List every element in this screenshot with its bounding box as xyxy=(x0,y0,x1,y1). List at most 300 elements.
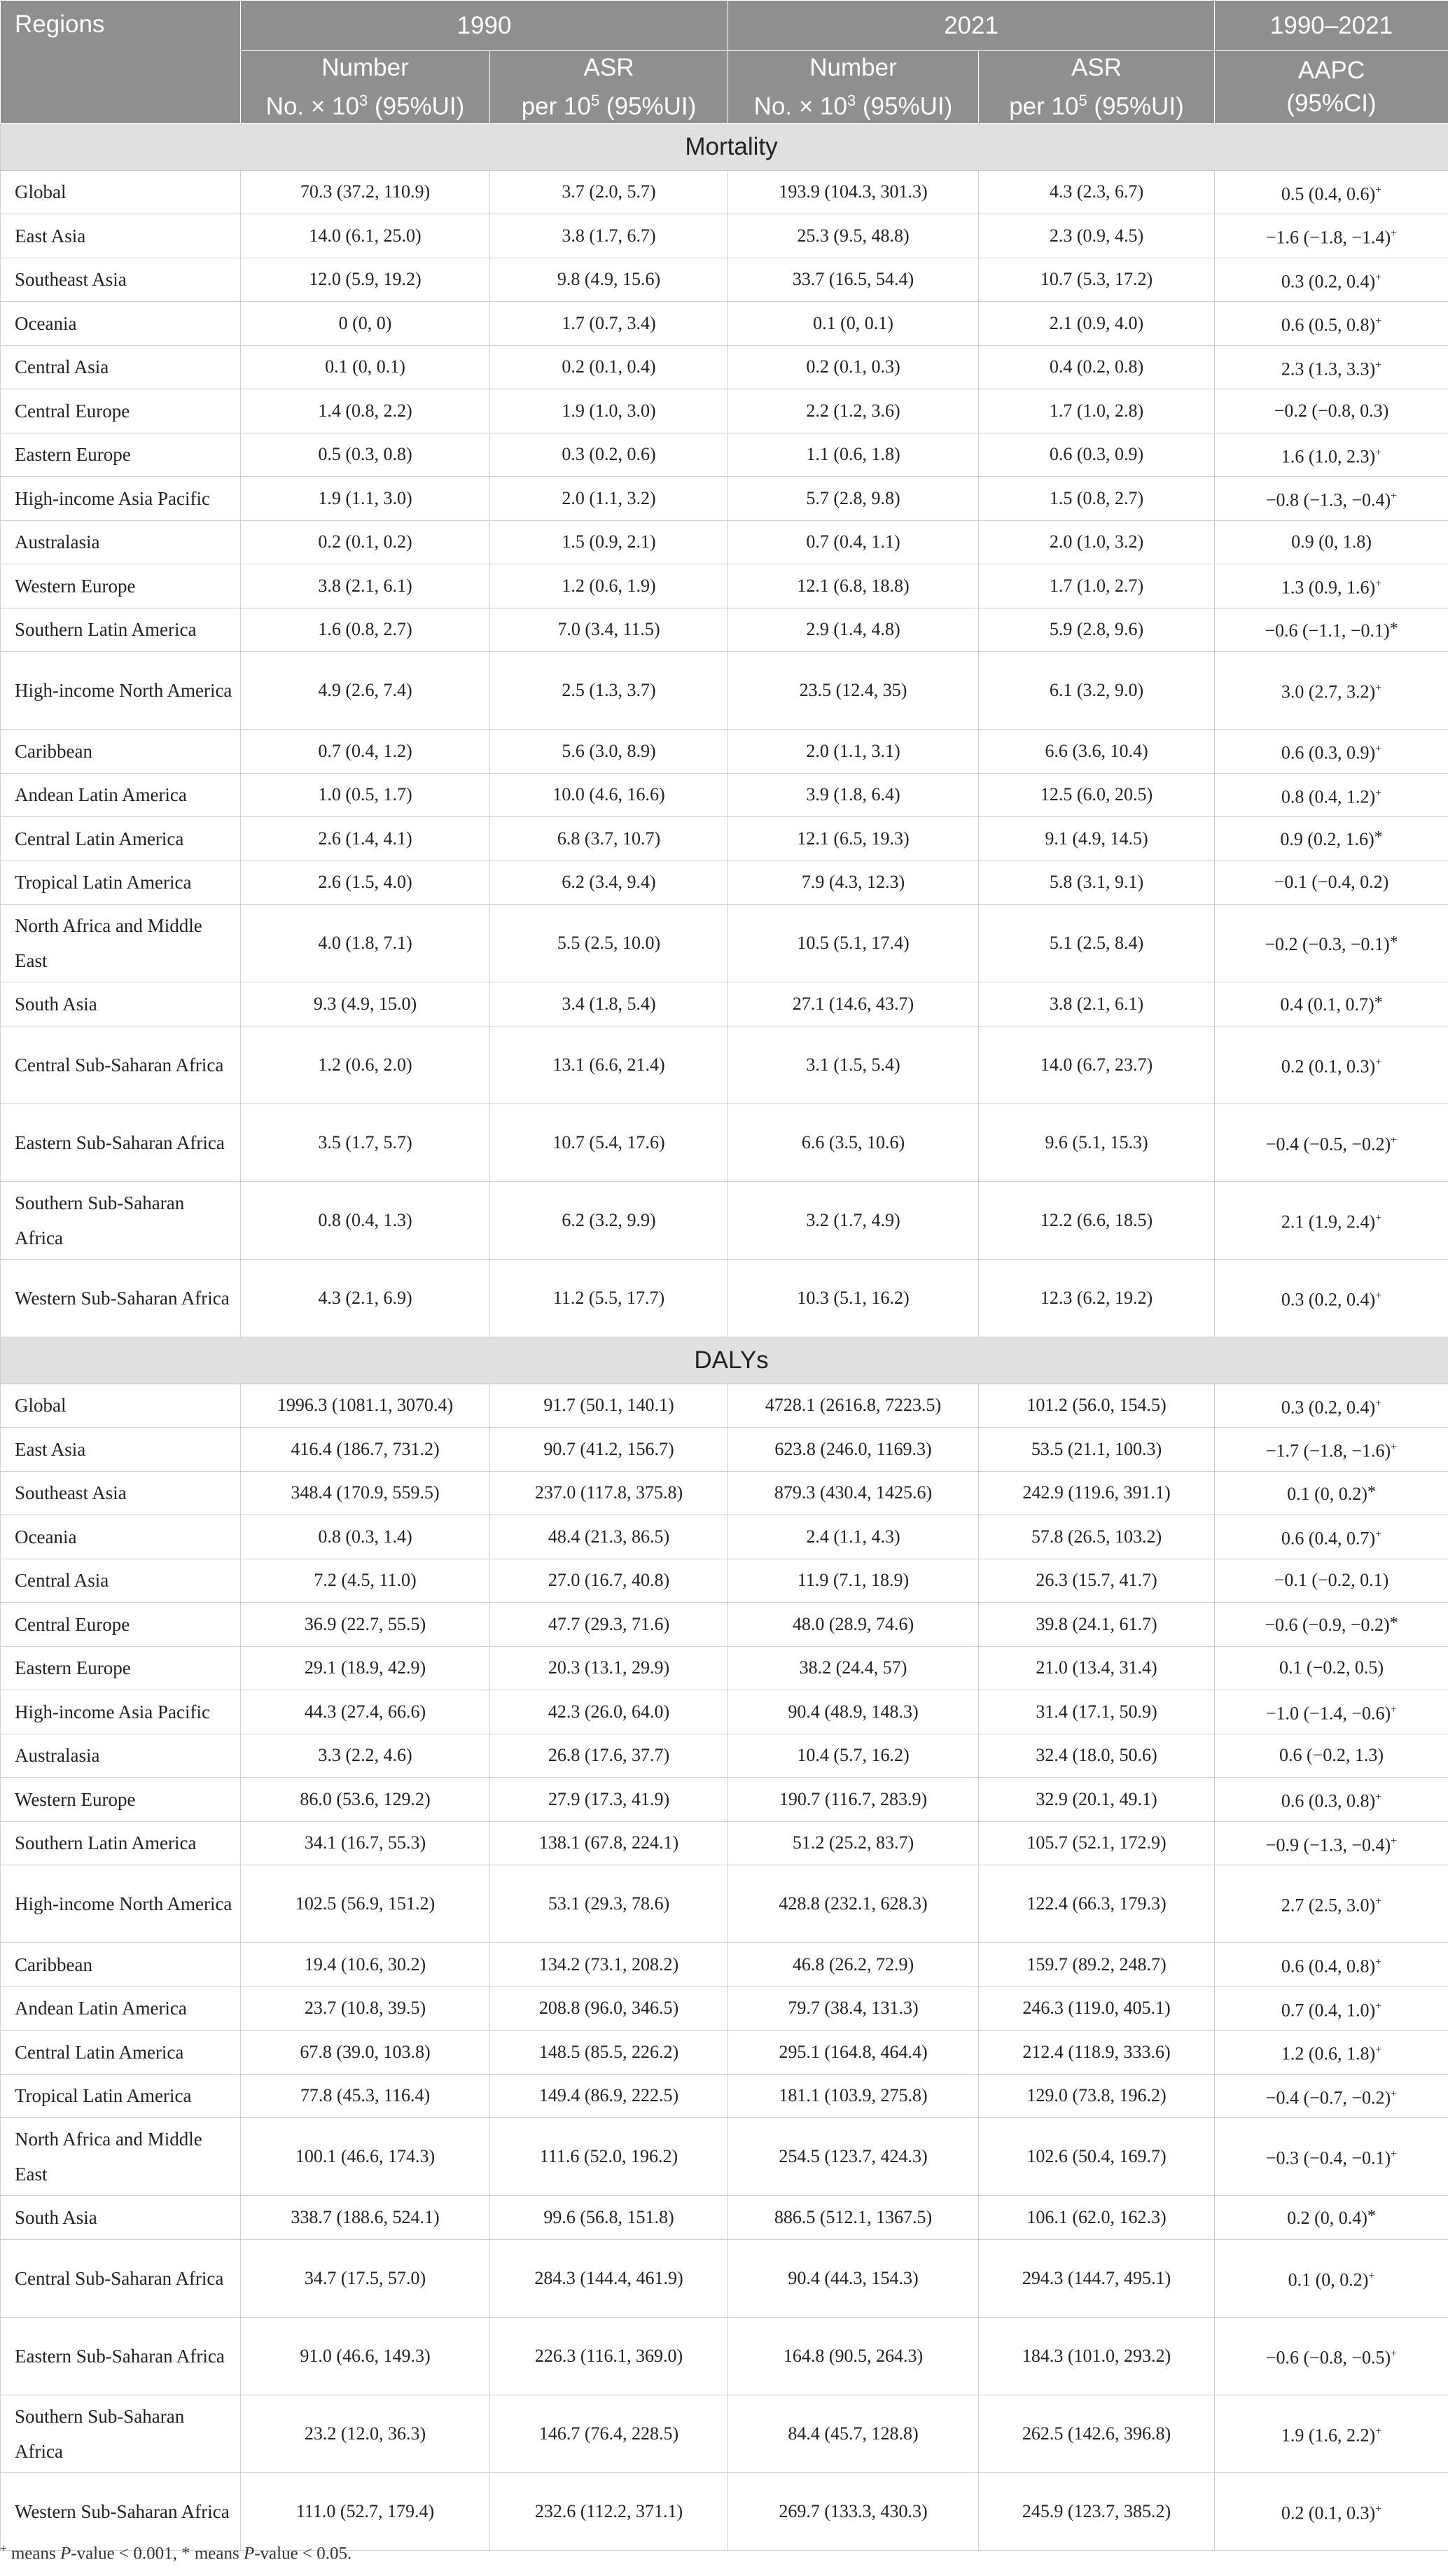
asr-2021-cell: 32.9 (20.1, 49.1) xyxy=(979,1778,1215,1822)
number-2021-cell: 25.3 (9.5, 48.8) xyxy=(728,214,979,258)
section-row-dalys xyxy=(1,1337,1448,1384)
number-2021-cell: 48.0 (28.9, 74.6) xyxy=(728,1603,979,1647)
significance-marker: * xyxy=(1367,2207,1376,2226)
number-1990-cell: 9.3 (4.9, 15.0) xyxy=(241,982,490,1026)
asr-2021-cell: 12.3 (6.2, 19.2) xyxy=(979,1259,1215,1337)
significance-marker: + xyxy=(1391,1134,1398,1146)
aapc-cell xyxy=(1215,1384,1448,1428)
number-1990-cell: 3.5 (1.7, 5.7) xyxy=(241,1103,490,1181)
number-2021-cell: 1.1 (0.6, 1.8) xyxy=(728,433,979,477)
aapc-value: −1.0 (−1.4, −0.6) xyxy=(1265,1703,1391,1724)
number-2021-cell: 3.9 (1.8, 6.4) xyxy=(728,773,979,817)
number-2021-cell: 6.6 (3.5, 10.6) xyxy=(728,1103,979,1181)
region-cell: Southeast Asia xyxy=(1,258,241,302)
region-cell: Tropical Latin America xyxy=(1,2074,241,2118)
asr-2021-cell: 9.6 (5.1, 15.3) xyxy=(979,1103,1215,1181)
region-cell: High-income Asia Pacific xyxy=(1,477,241,521)
region-cell: East Asia xyxy=(1,214,241,258)
asr-1990-cell: 149.4 (86.9, 222.5) xyxy=(490,2074,728,2118)
table-row xyxy=(1,258,1448,302)
region-cell: Central Latin America xyxy=(1,2031,241,2075)
number-1990-cell: 77.8 (45.3, 116.4) xyxy=(241,2074,490,2118)
significance-marker: + xyxy=(1375,578,1382,590)
aapc-value: 2.1 (1.9, 2.4) xyxy=(1281,1211,1376,1232)
region-cell: Southern Latin America xyxy=(1,608,241,652)
number-1990-cell: 23.2 (12.0, 36.3) xyxy=(241,2395,490,2472)
region-cell: High-income Asia Pacific xyxy=(1,1690,241,1734)
number-2021-cell: 2.0 (1.1, 3.1) xyxy=(728,730,979,774)
number-1990-cell: 1.2 (0.6, 2.0) xyxy=(241,1026,490,1103)
region-cell: Southeast Asia xyxy=(1,1471,241,1515)
aapc-value: −0.4 (−0.7, −0.2) xyxy=(1265,2087,1391,2108)
table-row xyxy=(1,1690,1448,1734)
table-row xyxy=(1,1515,1448,1559)
aapc-cell xyxy=(1215,1778,1448,1822)
asr-1990-cell: 6.2 (3.4, 9.4) xyxy=(490,861,728,905)
asr-2021-cell: 53.5 (21.1, 100.3) xyxy=(979,1428,1215,1472)
number-2021-cell: 879.3 (430.4, 1425.6) xyxy=(728,1471,979,1515)
asr-1990-cell: 13.1 (6.6, 21.4) xyxy=(490,1026,728,1103)
aapc-cell xyxy=(1215,2472,1448,2550)
region-cell: Western Europe xyxy=(1,564,241,608)
number-1990-cell: 23.7 (10.8, 39.5) xyxy=(241,1986,490,2031)
aapc-value: −0.6 (−1.1, −0.1) xyxy=(1265,620,1390,641)
number-2021-cell: 2.4 (1.1, 4.3) xyxy=(728,1515,979,1559)
aapc-cell xyxy=(1215,258,1448,302)
number-1990-cell: 338.7 (188.6, 524.1) xyxy=(241,2196,490,2240)
aapc-value: 2.7 (2.5, 3.0) xyxy=(1281,1895,1376,1916)
table-row xyxy=(1,1559,1448,1603)
asr-1990-cell: 3.4 (1.8, 5.4) xyxy=(490,982,728,1026)
asr-2021-cell: 4.3 (2.3, 6.7) xyxy=(979,170,1215,214)
aapc-value: 0.2 (0, 0.4) xyxy=(1287,2208,1367,2229)
aapc-value: 0.6 (0.5, 0.8) xyxy=(1281,314,1376,335)
aapc-cell xyxy=(1215,1690,1448,1734)
aapc-cell xyxy=(1215,433,1448,477)
asr-2021-cell: 1.7 (1.0, 2.8) xyxy=(979,389,1215,433)
aapc-cell xyxy=(1215,652,1448,730)
aapc-value: 0.3 (0.2, 0.4) xyxy=(1281,271,1376,292)
asr-2021-cell: 1.7 (1.0, 2.7) xyxy=(979,564,1215,608)
region-cell: East Asia xyxy=(1,1428,241,1472)
asr-label: ASR xyxy=(583,54,634,81)
asr-2021-cell: 57.8 (26.5, 103.2) xyxy=(979,1515,1215,1559)
table-row xyxy=(1,1821,1448,1865)
asr-1990-cell: 27.0 (16.7, 40.8) xyxy=(490,1559,728,1603)
region-cell: North Africa and Middle East xyxy=(1,2118,241,2196)
number-2021-cell: 886.5 (512.1, 1367.5) xyxy=(728,2196,979,2240)
number-unit: No. × $10^3$ (95%UI) xyxy=(753,92,953,120)
significance-marker: + xyxy=(1375,1791,1382,1804)
number-1990-cell: 29.1 (18.9, 42.9) xyxy=(241,1646,490,1690)
asr-2021-cell: 0.4 (0.2, 0.8) xyxy=(979,345,1215,389)
aapc-value: −0.8 (−1.3, −0.4) xyxy=(1265,489,1391,510)
asr-2021-cell: 0.6 (0.3, 0.9) xyxy=(979,433,1215,477)
aapc-value: −0.1 (−0.4, 0.2) xyxy=(1274,872,1389,893)
asr-1990-cell: 2.5 (1.3, 3.7) xyxy=(490,652,728,730)
significance-marker: + xyxy=(1375,2425,1382,2437)
significance-marker: + xyxy=(1375,1056,1382,1068)
number-1990-cell: 416.4 (186.7, 731.2) xyxy=(241,1428,490,1472)
number-2021-cell: 295.1 (164.8, 464.4) xyxy=(728,2031,979,2075)
region-cell: South Asia xyxy=(1,982,241,1026)
asr-1990-cell: 10.0 (4.6, 16.6) xyxy=(490,773,728,817)
number-1990-cell: 1.6 (0.8, 2.7) xyxy=(241,608,490,652)
table-row xyxy=(1,1428,1448,1472)
aapc-cell xyxy=(1215,1559,1448,1603)
region-cell: Western Sub-Saharan Africa xyxy=(1,2472,241,2550)
asr-unit: per $10^5$ (95%UI) xyxy=(521,92,697,120)
year-1990-header: 1990 xyxy=(241,1,728,51)
asr-2021-cell: 6.1 (3.2, 9.0) xyxy=(979,652,1215,730)
asr-2021-cell: 5.8 (3.1, 9.1) xyxy=(979,861,1215,905)
table-row xyxy=(1,652,1448,730)
region-cell: Central Latin America xyxy=(1,817,241,861)
asr-2021-cell: 9.1 (4.9, 14.5) xyxy=(979,817,1215,861)
number-2021-cell: 428.8 (232.1, 628.3) xyxy=(728,1865,979,1943)
number-1990-cell: 3.3 (2.2, 4.6) xyxy=(241,1734,490,1778)
significance-marker: * xyxy=(1374,994,1383,1012)
number-1990-cell: 102.5 (56.9, 151.2) xyxy=(241,1865,490,1943)
table-row xyxy=(1,1103,1448,1181)
table-row xyxy=(1,2118,1448,2196)
region-cell: Oceania xyxy=(1,302,241,346)
table-row xyxy=(1,817,1448,861)
number-2021-cell: 79.7 (38.4, 131.3) xyxy=(728,1986,979,2031)
region-cell: Central Europe xyxy=(1,389,241,433)
asr-2021-cell: 5.1 (2.5, 8.4) xyxy=(979,905,1215,982)
table-row xyxy=(1,1384,1448,1428)
asr-2021-cell: 159.7 (89.2, 248.7) xyxy=(979,1943,1215,1987)
asr-1990-cell: 10.7 (5.4, 17.6) xyxy=(490,1103,728,1181)
table-row xyxy=(1,730,1448,774)
asr-1990-header xyxy=(490,51,728,124)
significance-marker: + xyxy=(1375,183,1382,196)
significance-marker: + xyxy=(1375,1956,1382,1969)
number-1990-cell: 12.0 (5.9, 19.2) xyxy=(241,258,490,302)
number-1990-cell: 7.2 (4.5, 11.0) xyxy=(241,1559,490,1603)
aapc-value: 1.2 (0.6, 1.8) xyxy=(1281,2043,1376,2064)
number-1990-cell: 1.4 (0.8, 2.2) xyxy=(241,389,490,433)
asr-1990-cell: 148.5 (85.5, 226.2) xyxy=(490,2031,728,2075)
region-cell: Central Sub-Saharan Africa xyxy=(1,2239,241,2317)
region-cell: North Africa and Middle East xyxy=(1,905,241,982)
table-body xyxy=(1,123,1448,2550)
asr-1990-cell: 0.3 (0.2, 0.6) xyxy=(490,433,728,477)
number-1990-cell: 19.4 (10.6, 30.2) xyxy=(241,1943,490,1987)
number-1990-cell: 2.6 (1.5, 4.0) xyxy=(241,861,490,905)
asr-1990-cell: 0.2 (0.1, 0.4) xyxy=(490,345,728,389)
asr-1990-cell: 3.7 (2.0, 5.7) xyxy=(490,170,728,214)
significance-marker: + xyxy=(1375,743,1382,756)
significance-marker: + xyxy=(1375,2000,1382,2012)
section-row-mortality xyxy=(1,123,1448,170)
section-title: DALYs xyxy=(1,1337,1448,1384)
number-2021-cell: 27.1 (14.6, 43.7) xyxy=(728,982,979,1026)
number-1990-cell: 67.8 (39.0, 103.8) xyxy=(241,2031,490,2075)
region-cell: Caribbean xyxy=(1,1943,241,1987)
significance-marker: + xyxy=(1391,1704,1398,1716)
aapc-value: 0.6 (0.3, 0.9) xyxy=(1281,742,1376,763)
table-row xyxy=(1,982,1448,1026)
number-1990-cell: 1996.3 (1081.1, 3070.4) xyxy=(241,1384,490,1428)
asr-1990-cell: 53.1 (29.3, 78.6) xyxy=(490,1865,728,1943)
number-2021-cell: 51.2 (25.2, 83.7) xyxy=(728,1821,979,1865)
asr-1990-cell: 20.3 (13.1, 29.9) xyxy=(490,1646,728,1690)
number-1990-cell: 0.1 (0, 0.1) xyxy=(241,345,490,389)
region-cell: Andean Latin America xyxy=(1,773,241,817)
table-row xyxy=(1,477,1448,521)
number-2021-header xyxy=(728,51,979,124)
asr-1990-cell: 5.6 (3.0, 8.9) xyxy=(490,730,728,774)
asr-2021-cell: 245.9 (123.7, 385.2) xyxy=(979,2472,1215,2550)
aapc-unit: (95%CI) xyxy=(1286,90,1377,118)
region-cell: Caribbean xyxy=(1,730,241,774)
aapc-value: 0.2 (0.1, 0.3) xyxy=(1281,2502,1376,2523)
asr-1990-cell: 237.0 (117.8, 375.8) xyxy=(490,1471,728,1515)
number-1990-cell: 34.1 (16.7, 55.3) xyxy=(241,1821,490,1865)
aapc-cell xyxy=(1215,170,1448,214)
aapc-value: 1.9 (1.6, 2.2) xyxy=(1281,2425,1376,2446)
aapc-cell xyxy=(1215,2074,1448,2118)
asr-2021-cell: 2.0 (1.0, 3.2) xyxy=(979,520,1215,564)
table-row xyxy=(1,2395,1448,2472)
asr-2021-cell: 294.3 (144.7, 495.1) xyxy=(979,2239,1215,2317)
asr-1990-cell: 138.1 (67.8, 224.1) xyxy=(490,1821,728,1865)
number-1990-cell: 86.0 (53.6, 129.2) xyxy=(241,1778,490,1822)
table-row xyxy=(1,1026,1448,1103)
number-unit: No. × $10^3$ (95%UI) xyxy=(265,92,465,120)
number-2021-cell: 10.5 (5.1, 17.4) xyxy=(728,905,979,982)
table-row xyxy=(1,1603,1448,1647)
region-cell: Eastern Sub-Saharan Africa xyxy=(1,1103,241,1181)
region-cell: Eastern Europe xyxy=(1,433,241,477)
aapc-value: 0.7 (0.4, 1.0) xyxy=(1281,2000,1376,2021)
aapc-cell xyxy=(1215,817,1448,861)
asr-2021-cell: 102.6 (50.4, 169.7) xyxy=(979,2118,1215,2196)
number-2021-cell: 623.8 (246.0, 1169.3) xyxy=(728,1428,979,1472)
asr-1990-cell: 90.7 (41.2, 156.7) xyxy=(490,1428,728,1472)
region-cell: Global xyxy=(1,170,241,214)
aapc-value: 0.5 (0.4, 0.6) xyxy=(1281,183,1376,204)
asr-2021-header xyxy=(979,51,1215,124)
significance-marker: + xyxy=(1375,1529,1382,1541)
aapc-cell xyxy=(1215,1181,1448,1259)
significance-marker: + xyxy=(1375,786,1382,799)
aapc-value: 0.9 (0, 1.8) xyxy=(1291,531,1372,552)
aapc-cell xyxy=(1215,2031,1448,2075)
aapc-cell xyxy=(1215,861,1448,905)
footnote-symbol: + xyxy=(0,2542,7,2555)
significance-marker: + xyxy=(1375,446,1382,459)
asr-2021-cell: 21.0 (13.4, 31.4) xyxy=(979,1646,1215,1690)
aapc-value: 2.3 (1.3, 3.3) xyxy=(1281,358,1376,380)
aapc-cell xyxy=(1215,1603,1448,1647)
region-cell: Western Sub-Saharan Africa xyxy=(1,1259,241,1337)
region-cell: Australasia xyxy=(1,520,241,564)
aapc-cell xyxy=(1215,2395,1448,2472)
aapc-cell xyxy=(1215,520,1448,564)
number-1990-cell: 2.6 (1.4, 4.1) xyxy=(241,817,490,861)
aapc-value: −0.3 (−0.4, −0.1) xyxy=(1265,2147,1391,2168)
number-2021-cell: 11.9 (7.1, 18.9) xyxy=(728,1559,979,1603)
significance-marker: + xyxy=(1375,1895,1382,1908)
significance-marker: + xyxy=(1375,1211,1382,1224)
number-1990-cell: 0 (0, 0) xyxy=(241,302,490,346)
table-row xyxy=(1,170,1448,214)
significance-marker: + xyxy=(1375,315,1382,328)
number-2021-cell: 2.9 (1.4, 4.8) xyxy=(728,608,979,652)
significance-marker: + xyxy=(1375,358,1382,371)
aapc-value: 0.4 (0.1, 0.7) xyxy=(1280,994,1374,1015)
number-2021-cell: 46.8 (26.2, 72.9) xyxy=(728,1943,979,1987)
number-2021-cell: 23.5 (12.4, 35) xyxy=(728,652,979,730)
number-1990-cell: 0.5 (0.3, 0.8) xyxy=(241,433,490,477)
significance-marker: + xyxy=(1391,2148,1398,2161)
aapc-label: AAPC xyxy=(1297,57,1365,85)
table-row xyxy=(1,1943,1448,1987)
number-2021-cell: 4728.1 (2616.8, 7223.5) xyxy=(728,1384,979,1428)
aapc-cell xyxy=(1215,345,1448,389)
aapc-cell xyxy=(1215,477,1448,521)
significance-marker: + xyxy=(1375,2502,1382,2515)
asr-2021-cell: 1.5 (0.8, 2.7) xyxy=(979,477,1215,521)
number-1990-cell: 70.3 (37.2, 110.9) xyxy=(241,170,490,214)
aapc-cell xyxy=(1215,1026,1448,1103)
table-row xyxy=(1,773,1448,817)
number-1990-cell: 4.3 (2.1, 6.9) xyxy=(241,1259,490,1337)
significance-marker: + xyxy=(1375,271,1382,284)
aapc-cell xyxy=(1215,302,1448,346)
table-row xyxy=(1,2239,1448,2317)
asr-1990-cell: 2.0 (1.1, 3.2) xyxy=(490,477,728,521)
region-cell: Andean Latin America xyxy=(1,1986,241,2031)
number-1990-cell: 34.7 (17.5, 57.0) xyxy=(241,2239,490,2317)
aapc-cell xyxy=(1215,608,1448,652)
aapc-cell xyxy=(1215,2196,1448,2240)
asr-1990-cell: 111.6 (52.0, 196.2) xyxy=(490,2118,728,2196)
aapc-cell xyxy=(1215,1943,1448,1987)
region-cell: Southern Latin America xyxy=(1,1821,241,1865)
significance-marker: * xyxy=(1389,619,1398,638)
number-1990-cell: 0.7 (0.4, 1.2) xyxy=(241,730,490,774)
table-row xyxy=(1,2031,1448,2075)
significance-marker: + xyxy=(1391,1834,1398,1847)
asr-1990-cell: 208.8 (96.0, 346.5) xyxy=(490,1986,728,2031)
asr-2021-cell: 31.4 (17.1, 50.9) xyxy=(979,1690,1215,1734)
asr-2021-cell: 6.6 (3.6, 10.4) xyxy=(979,730,1215,774)
asr-1990-cell: 26.8 (17.6, 37.7) xyxy=(490,1734,728,1778)
asr-2021-cell: 10.7 (5.3, 17.2) xyxy=(979,258,1215,302)
aapc-cell xyxy=(1215,1471,1448,1515)
region-cell: High-income North America xyxy=(1,1865,241,1943)
aapc-cell xyxy=(1215,1821,1448,1865)
aapc-value: 0.1 (0, 0.2) xyxy=(1287,1483,1367,1504)
aapc-value: 0.6 (0.3, 0.8) xyxy=(1281,1790,1376,1811)
asr-1990-cell: 6.8 (3.7, 10.7) xyxy=(490,817,728,861)
range-header: 1990–2021 xyxy=(1215,1,1448,51)
number-2021-cell: 84.4 (45.7, 128.8) xyxy=(728,2395,979,2472)
asr-1990-cell: 48.4 (21.3, 86.5) xyxy=(490,1515,728,1559)
asr-1990-cell: 226.3 (116.1, 369.0) xyxy=(490,2317,728,2395)
region-cell: Central Sub-Saharan Africa xyxy=(1,1026,241,1103)
number-2021-cell: 190.7 (116.7, 283.9) xyxy=(728,1778,979,1822)
number-1990-cell: 14.0 (6.1, 25.0) xyxy=(241,214,490,258)
region-cell: Central Asia xyxy=(1,345,241,389)
number-2021-cell: 0.7 (0.4, 1.1) xyxy=(728,520,979,564)
number-1990-cell: 44.3 (27.4, 66.6) xyxy=(241,1690,490,1734)
number-2021-cell: 0.2 (0.1, 0.3) xyxy=(728,345,979,389)
region-cell: Eastern Europe xyxy=(1,1646,241,1690)
aapc-cell xyxy=(1215,1515,1448,1559)
aapc-cell xyxy=(1215,214,1448,258)
aapc-value: −0.4 (−0.5, −0.2) xyxy=(1265,1134,1391,1155)
aapc-value: −1.7 (−1.8, −1.6) xyxy=(1265,1440,1391,1461)
table-row xyxy=(1,1259,1448,1337)
number-label: Number xyxy=(321,54,409,81)
table-row xyxy=(1,2196,1448,2240)
asr-2021-cell: 32.4 (18.0, 50.6) xyxy=(979,1734,1215,1778)
aapc-cell xyxy=(1215,1103,1448,1181)
aapc-value: −0.6 (−0.9, −0.2) xyxy=(1265,1615,1390,1636)
table-row xyxy=(1,345,1448,389)
aapc-value: 1.6 (1.0, 2.3) xyxy=(1281,446,1376,467)
significance-marker: + xyxy=(1375,1397,1382,1409)
aapc-value: 0.1 (0, 0.2) xyxy=(1288,2269,1369,2290)
region-cell: Western Europe xyxy=(1,1778,241,1822)
number-2021-cell: 3.2 (1.7, 4.9) xyxy=(728,1181,979,1259)
asr-1990-cell: 1.9 (1.0, 3.0) xyxy=(490,389,728,433)
significance-marker: * xyxy=(1389,1614,1398,1633)
asr-2021-cell: 212.4 (118.9, 333.6) xyxy=(979,2031,1215,2075)
asr-1990-cell: 11.2 (5.5, 17.7) xyxy=(490,1259,728,1337)
asr-1990-cell: 27.9 (17.3, 41.9) xyxy=(490,1778,728,1822)
table-row xyxy=(1,2317,1448,2395)
aapc-cell xyxy=(1215,1865,1448,1943)
number-1990-cell: 3.8 (2.1, 6.1) xyxy=(241,564,490,608)
table-row xyxy=(1,2472,1448,2550)
asr-2021-cell: 5.9 (2.8, 9.6) xyxy=(979,608,1215,652)
number-2021-cell: 2.2 (1.2, 3.6) xyxy=(728,389,979,433)
significance-marker: * xyxy=(1389,933,1398,952)
table-row xyxy=(1,564,1448,608)
asr-1990-cell: 9.8 (4.9, 15.6) xyxy=(490,258,728,302)
significance-marker: * xyxy=(1374,828,1383,847)
number-2021-cell: 10.4 (5.7, 16.2) xyxy=(728,1734,979,1778)
asr-1990-cell: 3.8 (1.7, 6.7) xyxy=(490,214,728,258)
asr-1990-cell: 42.3 (26.0, 64.0) xyxy=(490,1690,728,1734)
aapc-value: 1.3 (0.9, 1.6) xyxy=(1281,577,1376,598)
number-2021-cell: 181.1 (103.9, 275.8) xyxy=(728,2074,979,2118)
significance-marker: + xyxy=(1391,490,1398,503)
table-row xyxy=(1,1865,1448,1943)
asr-2021-cell: 3.8 (2.1, 6.1) xyxy=(979,982,1215,1026)
table-row xyxy=(1,214,1448,258)
number-1990-cell: 91.0 (46.6, 149.3) xyxy=(241,2317,490,2395)
aapc-cell xyxy=(1215,2239,1448,2317)
aapc-cell xyxy=(1215,389,1448,433)
number-1990-cell: 36.9 (22.7, 55.5) xyxy=(241,1603,490,1647)
number-1990-cell: 1.0 (0.5, 1.7) xyxy=(241,773,490,817)
significance-marker: + xyxy=(1391,2087,1398,2100)
aapc-cell xyxy=(1215,2118,1448,2196)
aapc-value: 0.8 (0.4, 1.2) xyxy=(1281,786,1376,807)
table-row xyxy=(1,861,1448,905)
number-2021-cell: 254.5 (123.7, 424.3) xyxy=(728,2118,979,2196)
asr-1990-cell: 284.3 (144.4, 461.9) xyxy=(490,2239,728,2317)
significance-marker: + xyxy=(1375,682,1382,695)
aapc-value: 0.6 (−0.2, 1.3) xyxy=(1279,1745,1384,1766)
